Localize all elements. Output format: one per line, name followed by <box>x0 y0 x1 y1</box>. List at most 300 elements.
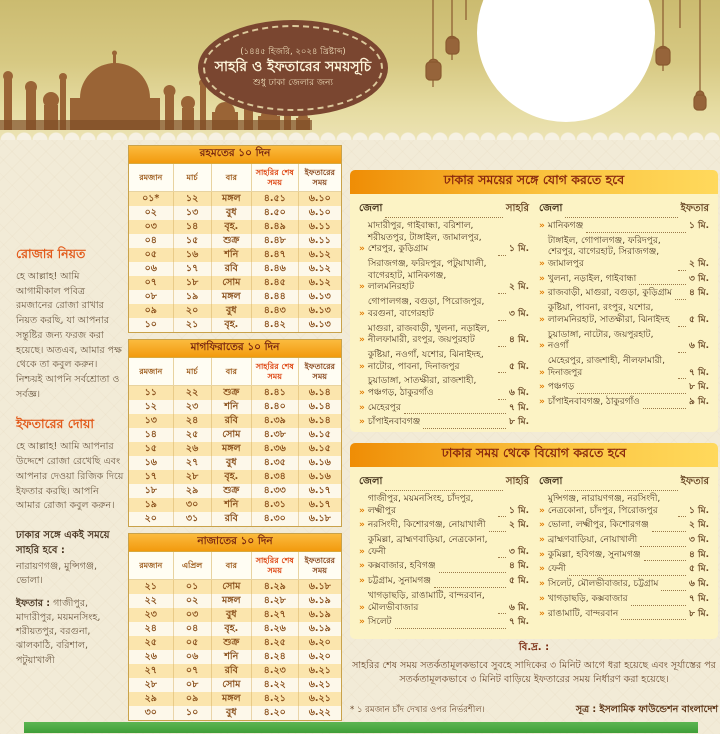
table-cell: ৬.১৩ <box>308 291 331 302</box>
double-arrow-bullet-icon: » <box>359 417 365 428</box>
minutes-value: ৫ মি. <box>509 361 529 372</box>
district-list: কুষ্টিয়া, পাবনা, রংপুর, যশোর, লালমনিরহাট, সাতক্ষীরা, ঝিনাইদহ <box>547 303 670 325</box>
table-row <box>129 664 341 678</box>
minutes-value: ৭ মি. <box>509 617 529 628</box>
table-cell: ২৩ <box>174 400 212 414</box>
table-row <box>129 290 341 304</box>
table-cell: ৪.৫১ <box>252 192 299 206</box>
subtract-sahri-column <box>359 474 529 632</box>
adjustment-entry <box>539 356 709 379</box>
district-list: রাজবাড়ী, মাগুরা, বগুড়া, কুড়িগ্রাম <box>547 288 673 299</box>
table-cell: ৪.২২ <box>252 678 299 692</box>
table-cell: ৪.৩৪ <box>252 470 299 484</box>
district-list: চাঁপাইনবাবগঞ্জ, ঠাকুরগাঁও <box>547 396 640 407</box>
table-row <box>129 692 341 706</box>
add-time-box-title: ঢাকার সময়ের সঙ্গে যোগ করতে হবে <box>350 170 718 194</box>
adjustment-entry <box>359 591 529 614</box>
double-arrow-bullet-icon: » <box>539 520 545 531</box>
table-cell: ৪.৪১ <box>252 386 299 400</box>
district-list: গাজীপুর, ময়মনসিংহ, চাঁদপুর, লক্ষ্মীপুর <box>367 494 474 516</box>
dotted-leader <box>652 524 686 532</box>
table-cell: ০৪ <box>174 622 212 636</box>
adjustment-entry <box>539 236 709 271</box>
minutes-value: ৫ মি. <box>689 564 709 575</box>
table-cell: ৩১ <box>174 512 212 526</box>
table-body <box>129 192 341 332</box>
dotted-leader <box>678 345 686 353</box>
table-cell: শুক্র <box>212 484 252 498</box>
table-cell: ৪.৩৯ <box>252 414 299 428</box>
table-cell: ৬.১৬ <box>308 471 331 482</box>
table-cell: ৬.২১ <box>308 693 331 704</box>
medallion-dashed-border <box>203 25 383 111</box>
table-cell: ৪.৪৬ <box>252 262 299 276</box>
minutes-value: ৭ মি. <box>689 593 709 604</box>
table-cell: ১৯ <box>174 290 212 304</box>
table-cell: ৬.২০ <box>308 651 331 662</box>
table-cell: ২০ <box>129 512 174 526</box>
dotted-leader <box>678 509 686 517</box>
table-cell: ০৬ <box>129 262 174 276</box>
niyat-text: হে আল্লাহ! আমি আগামীকাল পবিত্র রমজানের রোজা রাখার নিয়ত করছি, যা আপনার সন্তুষ্টির জন্য ফরজ করা হয়েছে। অতএব, আমার পক্ষ থেকে তা কবুল করুন। নিশ্চয়ই আপনি সর্বশ্রোতা ও সর্বজ্ঞ। <box>16 271 122 400</box>
add-sahri-column <box>359 201 529 432</box>
column-header: রমজান <box>129 358 174 386</box>
table-cell: ০১* <box>129 192 174 206</box>
table-row <box>129 594 341 608</box>
table-cell: ৪.৩৮ <box>252 428 299 442</box>
adjustment-entry <box>359 259 529 294</box>
minutes-value: ৬ মি. <box>689 579 709 590</box>
double-arrow-bullet-icon: » <box>539 396 545 407</box>
same-time-sahri-districts: নারায়ণগঞ্জ, মুন্সিগঞ্জ, ভোলা। <box>16 561 97 587</box>
table-cell: ৬.১২ <box>308 277 331 288</box>
table-cell: ০১ <box>174 580 212 594</box>
dotted-leader <box>423 421 506 429</box>
table-cell: ১০ <box>174 706 212 720</box>
table-row <box>129 650 341 664</box>
table-cell: ০৭ <box>129 276 174 290</box>
table-row <box>129 706 341 720</box>
sahri-label: সাহরি <box>505 203 529 214</box>
iftar-label: ইফতার : <box>16 597 51 609</box>
table-cell: বুধ <box>212 608 252 622</box>
table-cell: ৪.৪৭ <box>252 248 299 262</box>
table-cell: ১৯ <box>129 498 174 512</box>
timetable-column <box>128 145 342 727</box>
column-header: ইফতারের সময় <box>299 552 341 580</box>
district-list: মেহেরপুর <box>367 402 401 413</box>
column-header: সাহরির শেষ সময় <box>252 552 299 580</box>
table-cell: ৬.১৫ <box>308 429 331 440</box>
dotted-leader <box>498 392 506 400</box>
district-list: মানিকগঞ্জ <box>547 221 584 231</box>
double-arrow-bullet-icon: » <box>359 602 365 613</box>
table-cell: ২৮ <box>174 470 212 484</box>
table-cell: ২৮ <box>129 678 174 692</box>
minutes-value: ৭ মি. <box>509 402 529 413</box>
double-arrow-bullet-icon: » <box>539 564 545 575</box>
adjustment-entry <box>539 550 709 562</box>
dotted-leader <box>489 524 506 532</box>
double-arrow-bullet-icon: » <box>539 367 545 378</box>
double-arrow-bullet-icon: » <box>359 308 365 319</box>
double-arrow-bullet-icon: » <box>359 402 365 413</box>
district-list: মুন্সিগঞ্জ, নারায়ণগঞ্জ, নরসিংদী, নেত্রকোনা, চাঁদপুর, পিরোজপুর <box>547 494 661 516</box>
table-cell: ৬.১২ <box>308 249 331 260</box>
column-header: বার <box>212 358 252 386</box>
table-cell: ৪.৪৪ <box>252 290 299 304</box>
table-cell: ০৪ <box>129 234 174 248</box>
adjustment-entry <box>539 564 709 576</box>
district-list: কুমিল্লা, হবিগঞ্জ, সুনামগঞ্জ <box>547 549 641 560</box>
table-cell: রবি <box>212 664 252 678</box>
table-cell: ৪.২৮ <box>252 594 299 608</box>
table-cell: ৬.১০ <box>308 193 331 204</box>
dotted-leader <box>577 386 686 394</box>
column-header: সাহরির শেষ সময় <box>252 358 299 386</box>
double-arrow-bullet-icon: » <box>359 505 365 516</box>
table-row <box>129 470 341 484</box>
district-list: টাঙ্গাইল, গোপালগঞ্জ, ফরিদপুর, শেরপুর, বাগেরহাট, সিরাজগঞ্জ, জামালপুর <box>547 235 661 270</box>
table-cell: ৪.৩৬ <box>252 442 299 456</box>
dotted-leader <box>565 210 677 218</box>
table-cell: ৬.১৬ <box>308 457 331 468</box>
dotted-leader <box>643 401 686 409</box>
table-cell: বৃহ. <box>212 470 252 484</box>
minutes-value: ৪ মি. <box>509 335 529 346</box>
table-cell: ৬.১৪ <box>308 401 331 412</box>
table-body <box>129 386 341 526</box>
district-label: জেলা <box>539 476 563 487</box>
table-cell: ১৬ <box>129 456 174 470</box>
minutes-value: ৬ মি. <box>509 387 529 398</box>
dotted-leader <box>404 406 506 414</box>
double-arrow-bullet-icon: » <box>359 561 365 572</box>
district-list: পঞ্চগড় <box>547 382 575 393</box>
table-cell: মঙ্গল <box>212 692 252 706</box>
table-title: মাগফিরাতের ১০ দিন <box>129 340 341 358</box>
source-credit: সূত্র : ইসলামিক ফাউন্ডেশন বাংলাদেশ <box>575 704 718 715</box>
double-arrow-bullet-icon: » <box>539 288 545 299</box>
district-list: চুয়াডাঙ্গা, সাতক্ষীরা, রাজশাহী, পঞ্চগড়, ঠাকুরগাঁও <box>367 376 477 398</box>
table-cell: ৪.২৬ <box>252 622 299 636</box>
dotted-leader <box>498 606 506 614</box>
table-cell: ১৬ <box>174 248 212 262</box>
table-cell: ১৪ <box>129 428 174 442</box>
table-cell: ৪.২৯ <box>252 580 299 594</box>
table-row <box>129 678 341 692</box>
table-cell: ৬.১৯ <box>308 595 331 606</box>
double-arrow-bullet-icon: » <box>359 387 365 398</box>
adjustment-entry <box>359 297 529 320</box>
dotted-leader <box>498 339 506 347</box>
adjustment-entry <box>359 221 529 256</box>
table-cell: শনি <box>212 248 252 262</box>
niyat-heading: রোজার নিয়ত <box>16 246 86 261</box>
table-cell: সোম <box>212 580 252 594</box>
dotted-leader <box>678 319 686 327</box>
timetable-rahmat <box>128 145 342 333</box>
sahri-label: সাহরি <box>505 476 529 487</box>
table-cell: ০৫ <box>174 636 212 650</box>
minutes-value: ১ মি. <box>509 505 529 516</box>
minutes-value: ১ মি. <box>689 505 709 516</box>
double-arrow-bullet-icon: » <box>539 221 545 231</box>
table-cell: ২৭ <box>174 456 212 470</box>
hijri-year-line: (১৪৪৫ হিজরি, ২০২৪ খ্রিষ্টাব্দ) <box>240 46 346 57</box>
district-label: জেলা <box>359 476 383 487</box>
table-row <box>129 206 341 220</box>
column-header: বার <box>212 164 252 192</box>
table-cell: ৬.১২ <box>308 263 331 274</box>
table-cell: ৪.২৭ <box>252 608 299 622</box>
subtract-time-box <box>350 443 718 639</box>
district-list: রাঙামাটি, বান্দরবান <box>547 608 619 619</box>
table-cell: ১১ <box>129 386 174 400</box>
double-arrow-bullet-icon: » <box>539 549 545 560</box>
adjustment-entry <box>539 609 709 621</box>
table-row <box>129 276 341 290</box>
adjustment-entry <box>539 594 709 606</box>
table-cell: বুধ <box>212 206 252 220</box>
note-block <box>350 640 718 688</box>
table-cell: ১৫ <box>129 442 174 456</box>
sidebar <box>16 246 124 676</box>
column-header: রমজান <box>129 552 174 580</box>
double-arrow-bullet-icon: » <box>539 505 545 516</box>
district-list: চট্টগ্রাম, সুনামগঞ্জ <box>367 576 431 587</box>
table-row <box>129 484 341 498</box>
minutes-value: ৭ মি. <box>689 367 709 378</box>
table-cell: ৪.৪৯ <box>252 220 299 234</box>
table-cell: শুক্র <box>212 386 252 400</box>
table-row <box>129 400 341 414</box>
table-cell: সোম <box>212 276 252 290</box>
adjustment-entry <box>539 274 709 286</box>
same-time-iftar-districts <box>16 597 124 668</box>
poster-subtitle: শুধু ঢাকা জেলার জন্য <box>253 77 333 88</box>
table-cell: ৪.২০ <box>252 706 299 720</box>
table-cell: ২৪ <box>129 622 174 636</box>
minutes-value: ২ মি. <box>509 520 529 531</box>
adjustment-entry <box>539 535 709 547</box>
district-list: মেহেরপুর, রাজশাহী, নীলফামারী, দিনাজপুর <box>547 355 665 378</box>
column-header: রমজান <box>129 164 174 192</box>
table-cell: ১২ <box>129 400 174 414</box>
table-cell: শনি <box>212 400 252 414</box>
iftar-dua-heading: ইফতারের দোয়া <box>16 416 95 432</box>
district-list: গোপালগঞ্জ, বগুড়া, পিরোজপুর, বরগুনা, বাগেরহাট <box>367 297 485 319</box>
dotted-leader <box>498 286 506 294</box>
minutes-value: ৫ মি. <box>509 576 529 587</box>
column-header: সাহরির শেষ সময় <box>252 164 299 192</box>
column-header: ইফতারের সময় <box>299 358 341 386</box>
table-cell: ৬.২১ <box>308 665 331 676</box>
table-cell: ১০ <box>129 318 174 332</box>
table-cell: ৬.১৯ <box>308 623 331 634</box>
table-cell: ১৪ <box>174 220 212 234</box>
table-title: নাজাতের ১০ দিন <box>129 534 341 552</box>
table-cell: বুধ <box>212 456 252 470</box>
table-cell: ০৩ <box>129 220 174 234</box>
double-arrow-bullet-icon: » <box>359 576 365 587</box>
adjustment-entry <box>539 330 709 353</box>
minutes-value: ৪ মি. <box>689 288 709 299</box>
minutes-value: ৩ মি. <box>689 535 709 546</box>
district-list: মাগুরা, রাজবাড়ী, খুলনা, নড়াইল, নীলফামারী, রংপুর, জয়পুরহাট <box>367 323 490 346</box>
table-row <box>129 428 341 442</box>
column-header: মার্চ <box>174 164 212 192</box>
table-cell: ১৭ <box>129 470 174 484</box>
add-iftar-column <box>539 201 709 432</box>
footer-row <box>350 703 718 718</box>
table-cell: শুক্র <box>212 234 252 248</box>
column-header: ইফতারের সময় <box>299 164 341 192</box>
poster-title: সাহরি ও ইফতারের সময়সূচি <box>214 58 372 75</box>
table-cell: ৬.১১ <box>308 221 331 232</box>
table-cell: ০৮ <box>174 678 212 692</box>
minutes-value: ৬ মি. <box>509 602 529 613</box>
table-cell: ১৭ <box>174 262 212 276</box>
table-cell: ২২ <box>174 386 212 400</box>
table-row <box>129 442 341 456</box>
scalloped-edge <box>0 127 720 140</box>
adjustment-entry <box>539 288 709 300</box>
table-cell: শনি <box>212 498 252 512</box>
district-list: চুয়াডাঙ্গা, নাটোর, জয়পুরহাট, নওগাঁ <box>547 329 654 352</box>
district-label: জেলা <box>539 203 563 214</box>
table-cell: ৬.১৮ <box>308 513 331 524</box>
double-arrow-bullet-icon: » <box>539 259 545 270</box>
minutes-value: ৩ মি. <box>509 308 529 319</box>
table-cell: ২৯ <box>174 484 212 498</box>
table-row <box>129 414 341 428</box>
district-list: ব্রাহ্মণবাড়িয়া, নোয়াখালী <box>547 535 638 546</box>
minutes-value: ৪ মি. <box>509 561 529 572</box>
double-arrow-bullet-icon: » <box>539 341 545 352</box>
dotted-leader <box>434 580 506 588</box>
iftar-districts-text: গাজীপুর, মাদারীপুর, ময়মনসিংহ, শরীয়তপুর, বরগুনা, ঝালকাঠি, বরিশাল, পটুয়াখালী <box>16 597 101 666</box>
table-cell: ১৩ <box>174 206 212 220</box>
district-list: খাগড়াছড়ি, কক্সবাজার <box>547 593 628 604</box>
add-time-box <box>350 170 718 432</box>
table-row <box>129 608 341 622</box>
table-cell: ৬.১৩ <box>308 319 331 330</box>
district-list: কুমিল্লা, ব্রাহ্মণবাড়িয়া, নেত্রকোনা, ফেনী <box>367 535 488 557</box>
column-header: মার্চ <box>174 358 212 386</box>
table-row <box>129 498 341 512</box>
dotted-leader <box>498 509 506 517</box>
table-cell: ৬.১৫ <box>308 443 331 454</box>
table-cell: ৪.২৫ <box>252 636 299 650</box>
note-label: বি.দ্র. : <box>518 642 550 653</box>
adjustment-entry <box>539 579 709 591</box>
table-cell: ২৯ <box>129 692 174 706</box>
table-cell: ২১ <box>129 580 174 594</box>
table-cell: মঙ্গল <box>212 290 252 304</box>
district-list: মাদারীপুর, গাইবান্ধা, বরিশাল, শরীয়তপুর, টাঙ্গাইল, জামালপুর, শেরপুর, কুড়িগ্রাম <box>367 221 482 255</box>
double-arrow-bullet-icon: » <box>359 546 365 557</box>
dotted-leader <box>661 583 686 591</box>
adjustment-entry <box>539 520 709 532</box>
district-list: সিলেট, মৌলভীবাজার, চট্টগ্রাম <box>547 579 659 590</box>
note-text: সাহরির শেষ সময় সতর্কতামূলকভাবে সুবহে সাদিকের ৩ মিনিট আগে ধরা হয়েছে এবং সূর্যাস্তের পর সতর্কতামূলকভাবে ৩ মিনিট বাড়িয়ে ইফতারের সময় নির্ধারণ করা হয়েছে। <box>352 660 716 686</box>
table-title: রহমতের ১০ দিন <box>129 146 341 164</box>
district-label: জেলা <box>359 203 383 214</box>
adjustment-entry <box>359 376 529 399</box>
table-cell: ২৫ <box>129 636 174 650</box>
adjustment-entry <box>539 382 709 394</box>
table-cell: ০৯ <box>174 692 212 706</box>
table-cell: ২৪ <box>174 414 212 428</box>
district-list: খাগড়াছড়ি, রাঙামাটি, বান্দরবান, মৌলভীবাজার <box>367 590 485 613</box>
dotted-leader <box>640 539 686 547</box>
adjustment-entry <box>539 221 709 233</box>
adjustment-entry <box>359 561 529 573</box>
table-header-row <box>129 164 341 192</box>
district-list: খুলনা, নড়াইল, গাইবান্ধা <box>547 273 637 284</box>
table-cell: ৬.১৯ <box>308 609 331 620</box>
minutes-value: ২ মি. <box>689 259 709 270</box>
table-row <box>129 192 341 206</box>
table-cell: ১২ <box>174 192 212 206</box>
table-cell: ৪.৩৩ <box>252 484 299 498</box>
table-cell: সোম <box>212 678 252 692</box>
dotted-leader <box>498 248 506 256</box>
minutes-value: ১ মি. <box>689 221 709 231</box>
dotted-leader <box>385 483 503 491</box>
table-cell: ৬.২২ <box>308 707 331 718</box>
adjustment-entry <box>539 303 709 326</box>
column-head <box>359 474 529 491</box>
minutes-value: ৩ মি. <box>689 273 709 284</box>
adjustment-entry <box>359 494 529 517</box>
district-list: ফেনী <box>547 564 567 575</box>
district-list: কক্সবাজার, হবিগঞ্জ <box>367 561 436 572</box>
dotted-leader <box>678 263 686 271</box>
double-arrow-bullet-icon: » <box>359 335 365 346</box>
dotted-leader <box>631 598 686 606</box>
table-row <box>129 622 341 636</box>
adjustment-entry <box>359 520 529 532</box>
district-list: কুষ্টিয়া, নওগাঁ, যশোর, ঝিনাইদহ, নাটোর, পাবনা, দিনাজপুর <box>367 349 484 372</box>
table-cell: ৬.১৪ <box>308 387 331 398</box>
table-cell: ২৩ <box>129 608 174 622</box>
adjustment-entry <box>359 417 529 429</box>
table-cell: ০৯ <box>129 304 174 318</box>
column-head <box>539 201 709 218</box>
table-cell: ৩০ <box>174 498 212 512</box>
table-cell: ৬.১১ <box>308 235 331 246</box>
table-cell: রবি <box>212 512 252 526</box>
table-cell: ০২ <box>174 594 212 608</box>
dotted-leader <box>498 365 506 373</box>
dotted-leader <box>395 621 506 629</box>
column-head <box>359 201 529 218</box>
table-cell: ৬.১৭ <box>308 499 331 510</box>
minutes-value: ৩ মি. <box>509 546 529 557</box>
table-cell: ৪.৩০ <box>252 512 299 526</box>
double-arrow-bullet-icon: » <box>539 273 545 284</box>
minutes-value: ২ মি. <box>689 520 709 531</box>
dotted-leader <box>678 371 686 379</box>
table-cell: ৪.৪৫ <box>252 276 299 290</box>
table-cell: বৃহ. <box>212 622 252 636</box>
table-cell: সোম <box>212 428 252 442</box>
adjustment-entry <box>359 576 529 588</box>
double-arrow-bullet-icon: » <box>359 617 365 628</box>
table-row <box>129 580 341 594</box>
